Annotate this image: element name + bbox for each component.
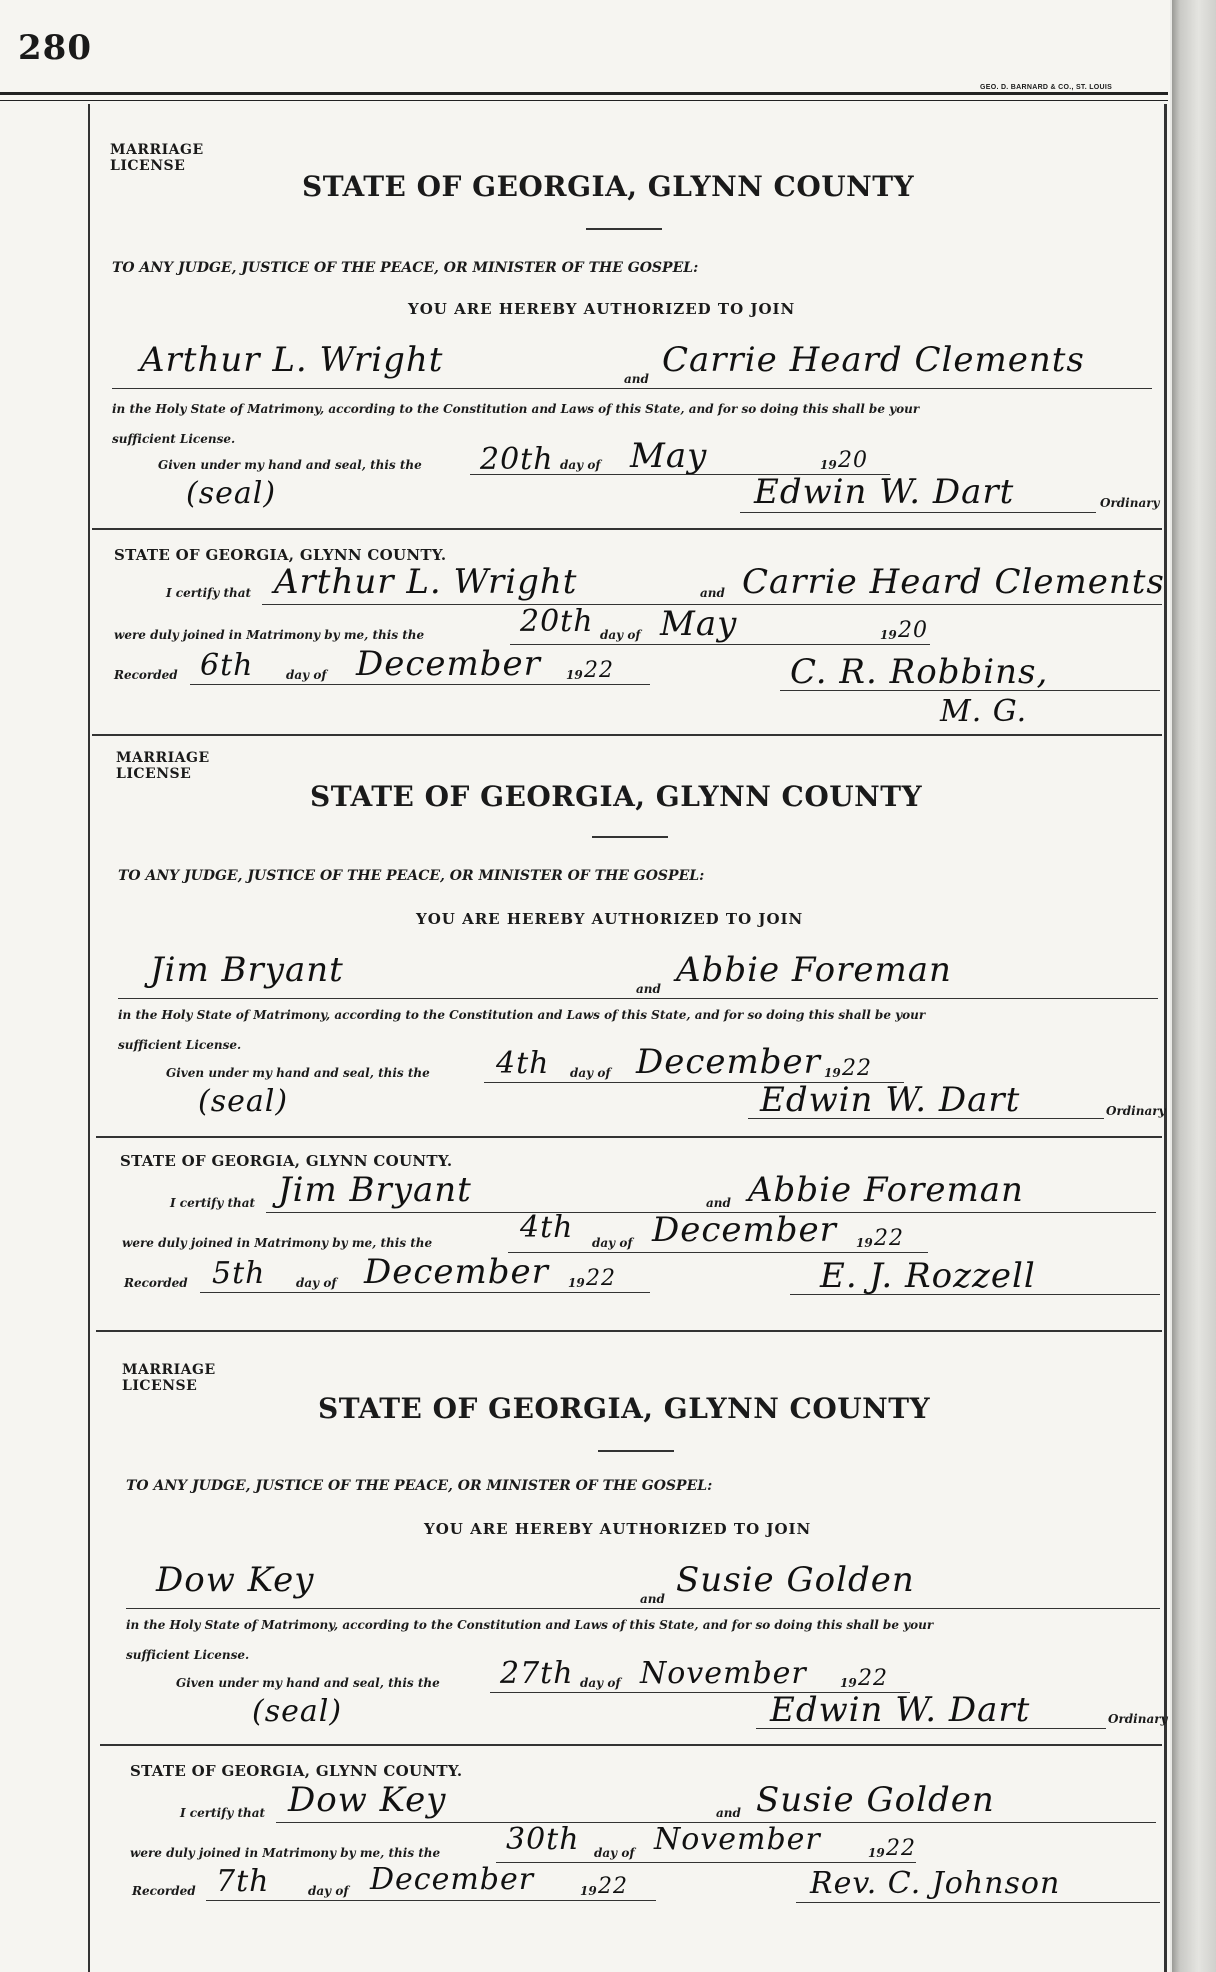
given-day: 27th — [500, 1656, 574, 1691]
recorded-day-of: day of — [308, 1884, 349, 1898]
certify-text: I certify that — [170, 1196, 256, 1210]
cert-state: STATE OF GEORGIA, GLYNN COUNTY. — [130, 1762, 463, 1780]
ordinary-label: Ordinary — [1108, 1712, 1168, 1726]
joined-day-of: day of — [594, 1846, 635, 1860]
section-divider — [96, 1136, 1162, 1138]
joined-day: 30th — [506, 1822, 580, 1857]
title-rule — [592, 836, 668, 838]
cert-groom: Dow Key — [288, 1780, 447, 1820]
names-rule — [118, 998, 1158, 999]
sufficient-text: sufficient License. — [112, 432, 236, 446]
sufficient-text: sufficient License. — [118, 1038, 242, 1052]
cert-bride: Susie Golden — [756, 1780, 995, 1820]
officiant-title: M. G. — [940, 694, 1028, 729]
top-rule-thin — [0, 100, 1168, 101]
recorded-year-prefix: 19 — [566, 668, 583, 682]
joined-year-suffix: 22 — [874, 1226, 904, 1251]
license-label: MARRIAGE LICENSE — [110, 142, 204, 174]
ordinary-label: Ordinary — [1106, 1104, 1166, 1118]
joined-month: May — [660, 604, 738, 644]
year-suffix: 22 — [858, 1666, 888, 1691]
address-line: TO ANY JUDGE, JUSTICE OF THE PEACE, OR MINISTER OF THE GOSPEL: — [112, 260, 699, 276]
given-day: 20th — [480, 442, 554, 477]
recorded-rule — [190, 684, 650, 685]
joined-year-prefix: 19 — [856, 1236, 873, 1250]
cert-and: and — [716, 1806, 741, 1820]
cert-groom: Arthur L. Wright — [274, 562, 578, 602]
joined-rule — [510, 644, 930, 645]
officiant-signature: C. R. Robbins, — [790, 652, 1049, 692]
certify-text: I certify that — [166, 586, 252, 600]
given-text: Given under my hand and seal, this the — [158, 458, 422, 472]
right-edge-line — [1164, 104, 1167, 1972]
year-prefix: 19 — [824, 1066, 841, 1080]
joined-year-prefix: 19 — [868, 1846, 885, 1860]
authorized-line: YOU ARE HEREBY AUTHORIZED TO JOIN — [416, 910, 804, 928]
year-prefix: 19 — [820, 458, 837, 472]
joined-month: November — [654, 1822, 821, 1857]
recorded-day: 7th — [216, 1864, 270, 1899]
state-title: STATE OF GEORGIA, GLYNN COUNTY — [310, 780, 923, 813]
recorded-label: Recorded — [114, 668, 178, 682]
record-divider — [96, 1330, 1162, 1332]
ordinary-signature: Edwin W. Dart — [760, 1080, 1021, 1120]
joined-year-suffix: 20 — [898, 618, 928, 643]
state-title: STATE OF GEORGIA, GLYNN COUNTY — [318, 1392, 931, 1425]
joined-day-of: day of — [592, 1236, 633, 1250]
groom-name: Arthur L. Wright — [140, 340, 444, 380]
matrimony-text: in the Holy State of Matrimony, according to the Constitution and Laws of this State, and for so doing this shall be your — [112, 402, 920, 416]
joined-rule — [508, 1252, 928, 1253]
given-text: Given under my hand and seal, this the — [166, 1066, 430, 1080]
officiant-signature: E. J. Rozzell — [820, 1256, 1036, 1296]
officiant-rule — [796, 1902, 1160, 1903]
ordinary-signature: Edwin W. Dart — [754, 472, 1015, 512]
groom-name: Jim Bryant — [150, 950, 344, 990]
and-label: and — [636, 982, 661, 996]
certify-text: I certify that — [180, 1806, 266, 1820]
recorded-year-prefix: 19 — [568, 1276, 585, 1290]
recorded-day-of: day of — [296, 1276, 337, 1290]
and-label: and — [624, 372, 649, 386]
cert-and: and — [706, 1196, 731, 1210]
cert-bride: Abbie Foreman — [748, 1170, 1024, 1210]
cert-state: STATE OF GEORGIA, GLYNN COUNTY. — [114, 546, 447, 564]
recorded-label: Recorded — [124, 1276, 188, 1290]
recorded-year-suffix: 22 — [598, 1874, 628, 1899]
recorded-day: 5th — [212, 1256, 266, 1291]
recorded-day-of: day of — [286, 668, 327, 682]
joined-text: were duly joined in Matrimony by me, this the — [114, 628, 425, 642]
joined-day: 4th — [520, 1210, 574, 1245]
address-line: TO ANY JUDGE, JUSTICE OF THE PEACE, OR MINISTER OF THE GOSPEL: — [126, 1478, 713, 1494]
margin-line — [88, 104, 90, 1972]
recorded-year-suffix: 22 — [584, 658, 614, 683]
given-month: December — [636, 1042, 821, 1082]
title-rule — [586, 228, 662, 230]
cert-state: STATE OF GEORGIA, GLYNN COUNTY. — [120, 1152, 453, 1170]
recorded-label: Recorded — [132, 1884, 196, 1898]
cert-bride: Carrie Heard Clements — [742, 562, 1165, 602]
joined-day-of: day of — [600, 628, 641, 642]
joined-text: were duly joined in Matrimony by me, this the — [130, 1846, 441, 1860]
names-rule — [112, 388, 1152, 389]
joined-day: 20th — [520, 604, 594, 639]
ordinary-label: Ordinary — [1100, 496, 1160, 510]
recorded-year-suffix: 22 — [586, 1266, 616, 1291]
seal-mark: (seal) — [186, 476, 277, 511]
recorded-month: December — [356, 644, 541, 684]
printer-mark: GEO. D. BARNARD & CO., ST. LOUIS — [980, 84, 1113, 91]
seal-mark: (seal) — [252, 1694, 343, 1729]
joined-text: were duly joined in Matrimony by me, this the — [122, 1236, 433, 1250]
joined-rule — [496, 1862, 916, 1863]
recorded-rule — [206, 1900, 656, 1901]
bride-name: Carrie Heard Clements — [662, 340, 1085, 380]
officiant-rule — [790, 1294, 1160, 1295]
joined-month: December — [652, 1210, 837, 1250]
given-day: 4th — [496, 1046, 550, 1081]
top-rule — [0, 92, 1168, 95]
section-divider — [100, 1744, 1162, 1746]
year-suffix: 20 — [838, 448, 868, 473]
recorded-day: 6th — [200, 648, 254, 683]
given-month: May — [630, 436, 708, 476]
ordinary-rule — [756, 1728, 1106, 1729]
license-label: MARRIAGE LICENSE — [122, 1362, 216, 1394]
record-divider — [92, 734, 1162, 736]
year-prefix: 19 — [840, 1676, 857, 1690]
address-line: TO ANY JUDGE, JUSTICE OF THE PEACE, OR MINISTER OF THE GOSPEL: — [118, 868, 705, 884]
recorded-rule — [200, 1292, 650, 1293]
bride-name: Abbie Foreman — [676, 950, 952, 990]
groom-name: Dow Key — [156, 1560, 315, 1600]
officiant-signature: Rev. C. Johnson — [810, 1866, 1061, 1901]
day-of-label: day of — [570, 1066, 611, 1080]
given-month: November — [640, 1656, 807, 1691]
joined-year-suffix: 22 — [886, 1836, 916, 1861]
title-rule — [598, 1450, 674, 1452]
recorded-month: December — [370, 1862, 535, 1897]
day-of-label: day of — [580, 1676, 621, 1690]
state-title: STATE OF GEORGIA, GLYNN COUNTY — [302, 170, 915, 203]
year-suffix: 22 — [842, 1056, 872, 1081]
names-rule — [126, 1608, 1160, 1609]
seal-mark: (seal) — [198, 1084, 289, 1119]
matrimony-text: in the Holy State of Matrimony, according to the Constitution and Laws of this State, and for so doing this shall be your — [126, 1618, 934, 1632]
recorded-month: December — [364, 1252, 549, 1292]
page-number: 280 — [18, 28, 92, 68]
sufficient-text: sufficient License. — [126, 1648, 250, 1662]
ordinary-signature: Edwin W. Dart — [770, 1690, 1031, 1730]
recorded-year-prefix: 19 — [580, 1884, 597, 1898]
authorized-line: YOU ARE HEREBY AUTHORIZED TO JOIN — [408, 300, 796, 318]
and-label: and — [640, 1592, 665, 1606]
cert-and: and — [700, 586, 725, 600]
section-divider — [92, 528, 1162, 530]
officiant-rule — [780, 690, 1160, 691]
authorized-line: YOU ARE HEREBY AUTHORIZED TO JOIN — [424, 1520, 812, 1538]
cert-groom: Jim Bryant — [278, 1170, 472, 1210]
joined-year-prefix: 19 — [880, 628, 897, 642]
given-text: Given under my hand and seal, this the — [176, 1676, 440, 1690]
matrimony-text: in the Holy State of Matrimony, according to the Constitution and Laws of this State, and for so doing this shall be your — [118, 1008, 926, 1022]
license-label: MARRIAGE LICENSE — [116, 750, 210, 782]
ordinary-rule — [748, 1118, 1104, 1119]
day-of-label: day of — [560, 458, 601, 472]
ordinary-rule — [740, 512, 1096, 513]
bride-name: Susie Golden — [676, 1560, 915, 1600]
book-gutter — [1172, 0, 1216, 1972]
